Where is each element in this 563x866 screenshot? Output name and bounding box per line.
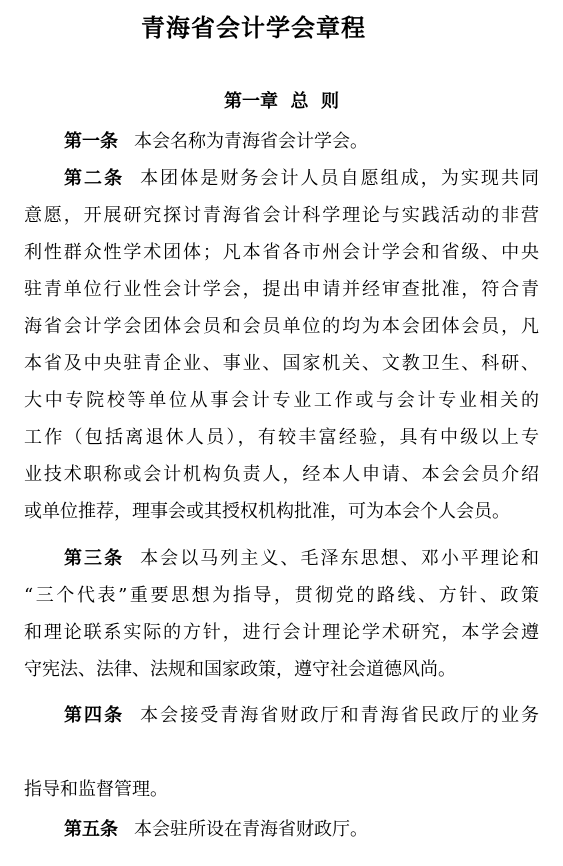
article-label: 第四条 bbox=[64, 705, 125, 726]
article-text-line: 驻青单位行业性会计学会，提出申请并经审查批准，符合青 bbox=[24, 279, 539, 300]
article-text-line: 意愿，开展研究探讨青海省会计科学理论与实践活动的非营 bbox=[24, 205, 539, 226]
article-text-line: 业技术职称或会计机构负责人，经本人申请、本会会员介绍 bbox=[24, 464, 539, 485]
article-text-line: 工作（包括离退休人员），有较丰富经验，具有中级以上专 bbox=[24, 427, 539, 448]
article-text-line: 和理论联系实际的方针，进行会计理论学术研究，本学会遵 bbox=[24, 622, 539, 643]
article-text-line: 本省及中央驻青企业、事业、国家机关、文教卫生、科研、 bbox=[24, 353, 539, 374]
article-text-line: 守宪法、法律、法规和国家政策，遵守社会道德风尚。 bbox=[24, 659, 456, 680]
article-label: 第五条 bbox=[64, 819, 118, 840]
article-3 bbox=[64, 540, 539, 577]
article-text: 本会以马列主义、毛泽东思想、邓小平理论和 bbox=[140, 548, 540, 569]
document-title: 青海省会计学会章程 bbox=[141, 14, 366, 42]
chapter-heading: 第一章 总 则 bbox=[223, 91, 340, 112]
article-text-line: 或单位推荐，理事会或其授权机构批准，可为本会个人会员。 bbox=[24, 501, 510, 522]
article-4 bbox=[64, 697, 539, 734]
article-text-line: “三个代表”重要思想为指导，贯彻党的路线、方针、政策 bbox=[24, 585, 539, 606]
article-text-line: 海省会计学会团体会员和会员单位的均为本会团体会员，凡 bbox=[24, 316, 539, 337]
article-text-line: 大中专院校等单位从事会计专业工作或与会计专业相关的 bbox=[24, 390, 539, 411]
article-label: 第三条 bbox=[64, 548, 125, 569]
article-text-line: 利性群众性学术团体；凡本省各市州会计学会和省级、中央 bbox=[24, 242, 539, 263]
article-text: 本团体是财务会计人员自愿组成，为实现共同 bbox=[140, 168, 540, 189]
article-text: 本会接受青海省财政厅和青海省民政厅的业务 bbox=[140, 705, 540, 726]
article-2 bbox=[64, 160, 539, 197]
article-5 bbox=[64, 811, 539, 848]
article-1 bbox=[64, 123, 539, 160]
article-text: 本会名称为青海省会计学会。 bbox=[134, 131, 368, 152]
article-text: 本会驻所设在青海省财政厅。 bbox=[134, 819, 368, 840]
article-text-line: 指导和监督管理。 bbox=[24, 779, 168, 800]
article-label: 第二条 bbox=[64, 168, 125, 189]
article-label: 第一条 bbox=[64, 131, 118, 152]
